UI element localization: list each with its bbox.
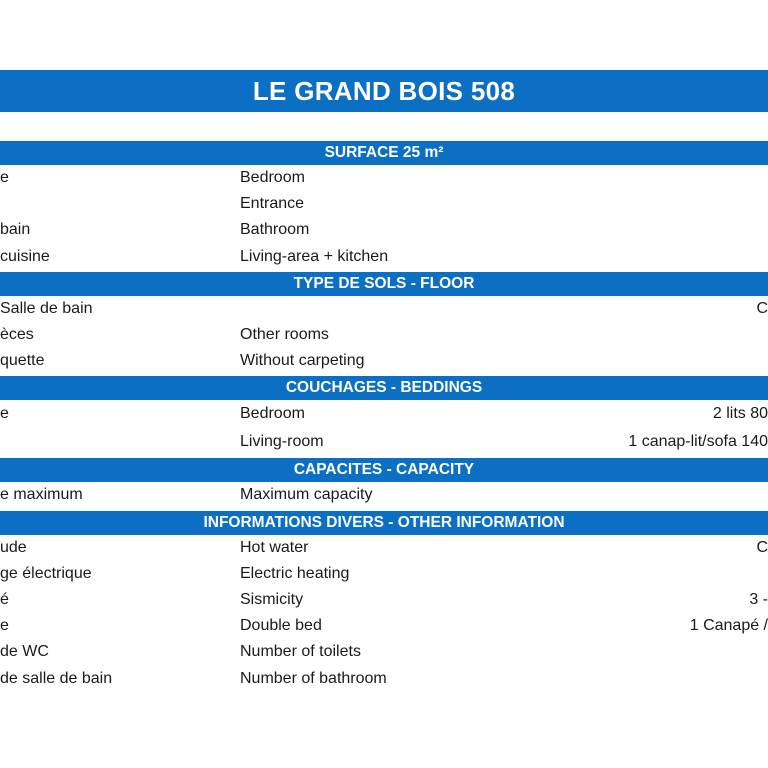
french-label: e [0,617,9,635]
english-label: Other rooms [240,326,329,344]
english-label: Entrance [240,195,305,213]
french-label: de salle de bain [0,669,113,687]
english-label: Bedroom [240,169,305,187]
english-label: Living-area + kitchen [240,247,389,265]
french-label: e [0,405,9,423]
table-row [0,665,768,691]
english-label: Bedroom [240,405,305,423]
french-label: ge électrique [0,564,92,582]
table-row [0,561,768,587]
table-row [0,535,768,561]
table-row [0,322,768,348]
english-label: Maximum capacity [240,486,373,504]
page-title: LE GRAND BOIS 508 [0,70,768,112]
table-row [0,191,768,217]
table-row [0,482,768,508]
french-label: e maximum [0,486,83,504]
english-label: Bathroom [240,221,310,239]
table-row [0,428,768,456]
french-label: ude [0,538,27,556]
value-cell: 2 lits 80 [712,405,768,423]
table-row [0,217,768,243]
french-label: Salle de bain [0,299,93,317]
english-label: Electric heating [240,564,350,582]
english-label: Number of toilets [240,643,361,661]
english-label: Hot water [240,538,309,556]
info-table [0,139,768,692]
french-label: quette [0,352,45,370]
table-row [0,639,768,665]
value-cell: 1 Canapé / [689,617,768,635]
table-row [0,348,768,374]
english-label: Number of bathroom [240,669,387,687]
table-row [0,165,768,191]
french-label: e [0,169,9,187]
value-cell: C [756,299,768,317]
french-label: bain [0,221,31,239]
english-label: Double bed [240,617,322,635]
value-cell: 1 canap-lit/sofa 140 [628,433,768,451]
section-header: COUCHAGES - BEDDINGS [0,374,768,400]
english-label: Living-room [240,433,324,451]
value-cell: C [756,538,768,556]
table-row [0,244,768,270]
section-header: TYPE DE SOLS - FLOOR [0,270,768,296]
table-row [0,400,768,428]
section-header: CAPACITES - CAPACITY [0,456,768,482]
french-label: èces [0,326,34,344]
section-header: INFORMATIONS DIVERS - OTHER INFORMATION [0,509,768,535]
english-label: Sismicity [240,590,304,608]
french-label: é [0,590,9,608]
english-label: Without carpeting [240,352,365,370]
value-cell: 3 - [749,590,768,608]
french-label: cuisine [0,247,50,265]
table-row [0,613,768,639]
table-row [0,296,768,322]
section-header: SURFACE 25 m² [0,139,768,165]
table-row [0,587,768,613]
french-label: de WC [0,643,49,661]
